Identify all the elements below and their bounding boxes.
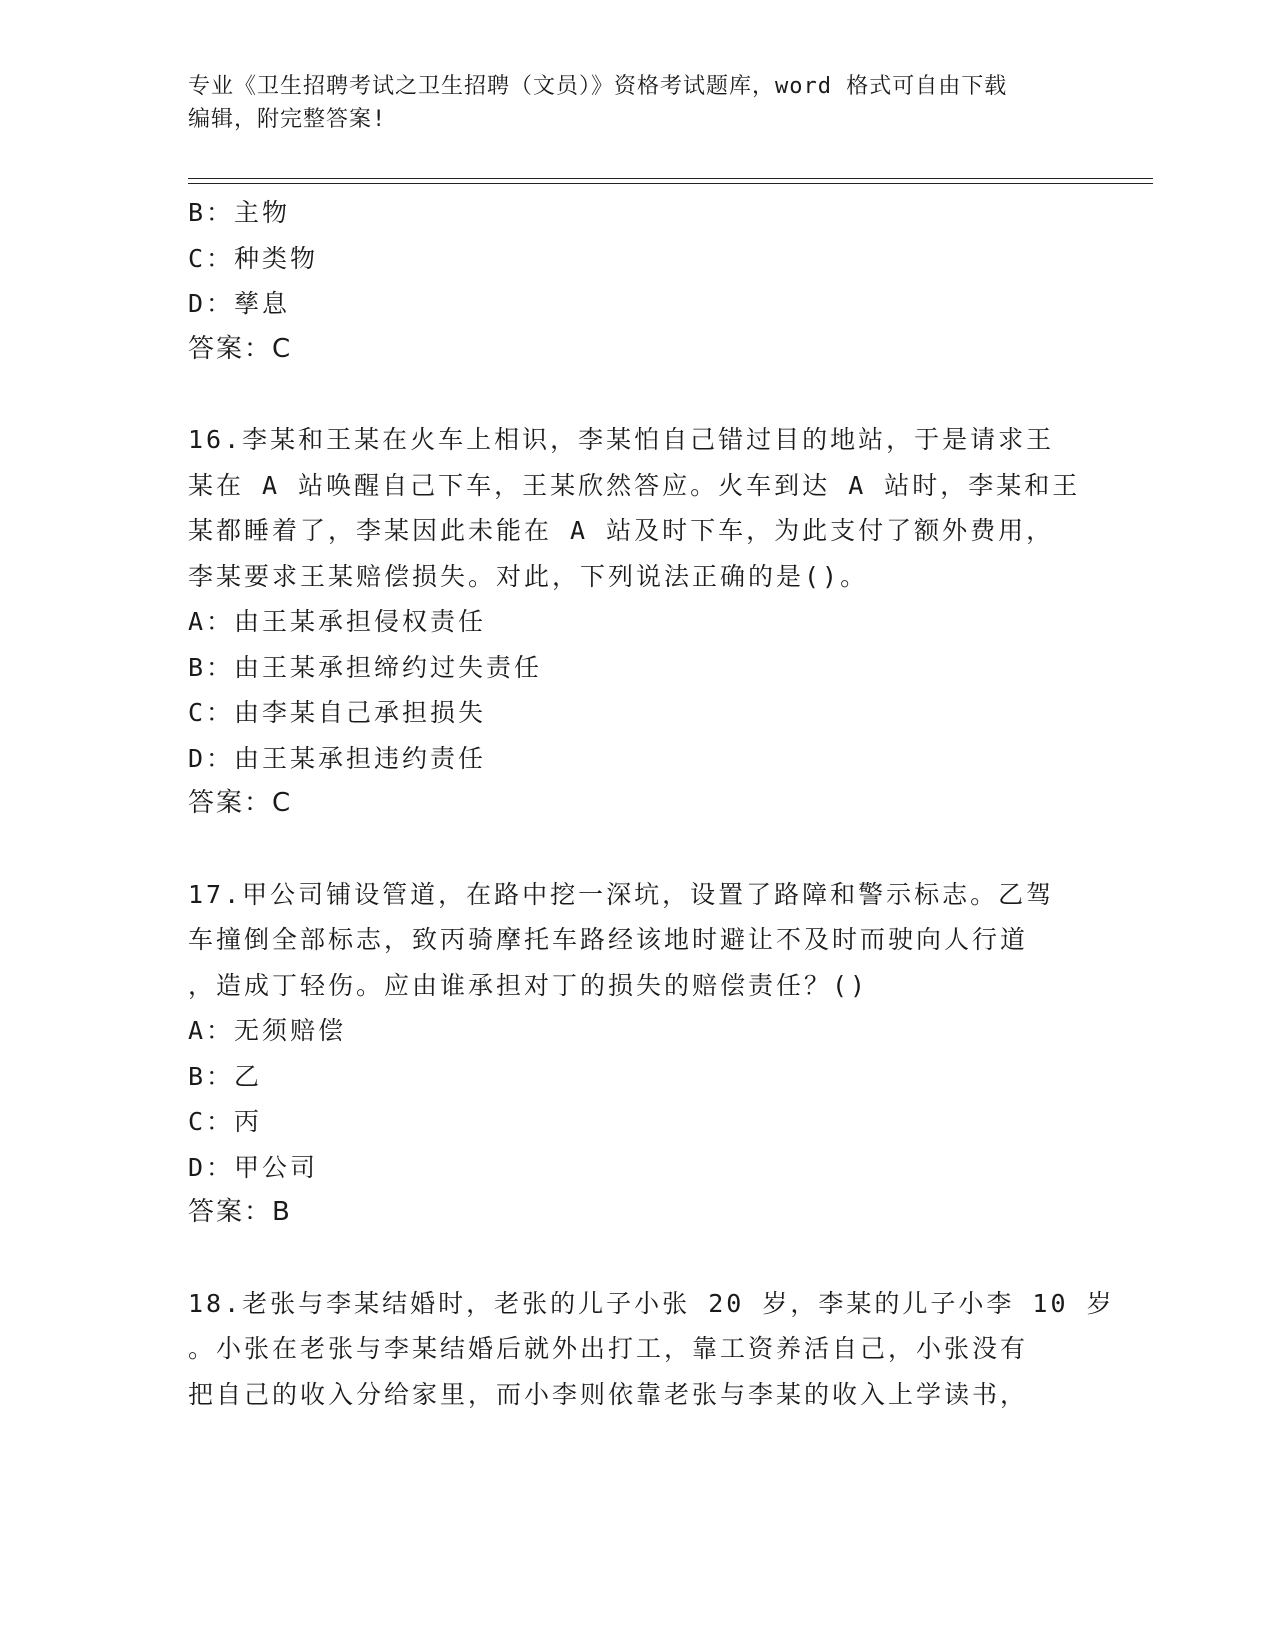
question-spacer: [188, 372, 1088, 417]
page-header: [188, 70, 1088, 136]
header-divider-second: [188, 183, 1153, 184]
question-16-option-c: C：由李某自己承担损失: [188, 698, 487, 727]
option-c: C：种类物: [188, 243, 319, 273]
question-16-option-b: B：由王某承担缔约过失责任: [188, 652, 543, 682]
question-16-stem-line-2: 某在 A 站唤醒自己下车，王某欣然答应。火车到达 A 站时，李某和王: [188, 470, 1081, 500]
header-line-2: 编辑，附完整答案!: [188, 107, 387, 132]
header-line-1: 专业《卫生招聘考试之卫生招聘（文员）》资格考试题库，word 格式可自由下载: [188, 74, 1008, 99]
question-18-stem-line-1: 18.老张与李某结婚时，老张的儿子小张 20 岁，李某的儿子小李 10 岁: [188, 1288, 1115, 1318]
question-16-option-d: D：由王某承担违约责任: [188, 743, 487, 773]
question-16-answer: 答案：C: [188, 788, 293, 818]
question-17-stem-line-2: 车撞倒全部标志，致丙骑摩托车路经该地时避让不及时而驶向人行道: [188, 925, 1029, 954]
question-18: [188, 1281, 1115, 1418]
question-17-option-c: C：丙: [188, 1107, 263, 1136]
option-d: D：孳息: [188, 289, 291, 318]
question-18-stem-line-2: 。小张在老张与李某结婚后就外出打工，靠工资养活自己，小张没有: [188, 1334, 1029, 1363]
question-16-stem-line-3: 某都睡着了，李某因此未能在 A 站及时下车，为此支付了额外费用，: [188, 516, 1055, 545]
question-16-option-a: A：由王某承担侵权责任: [188, 607, 487, 636]
question-17-stem-line-1: 17.甲公司铺设管道，在路中挖一深坑，设置了路障和警示标志。乙驾: [188, 879, 1055, 909]
question-spacer: [188, 1236, 1088, 1281]
prev-question: [188, 190, 1088, 372]
question-16-stem-line-1: 16.李某和王某在火车上相识，李某怕自己错过目的地站，于是请求王: [188, 425, 1055, 454]
question-16: [188, 417, 1088, 827]
question-17-option-b: B：乙: [188, 1061, 263, 1091]
question-18-stem-line-3: 把自己的收入分给家里，而小李则依靠老张与李某的收入上学读书，: [188, 1379, 1029, 1409]
question-17: [188, 872, 1088, 1236]
question-17-stem-line-3: ，造成丁轻伤。应由谁承担对丁的损失的赔偿责任？(): [188, 970, 869, 1000]
question-16-stem-line-4: 李某要求王某赔偿损失。对此，下列说法正确的是()。: [188, 561, 869, 591]
answer-line: 答案：C: [188, 333, 293, 364]
question-17-option-a: A：无须赔偿: [188, 1016, 347, 1045]
question-17-option-d: D：甲公司: [188, 1152, 319, 1182]
option-b: B：主物: [188, 198, 291, 227]
question-spacer: [188, 827, 1088, 872]
question-17-answer: 答案：B: [188, 1197, 292, 1227]
question-content: [188, 190, 1115, 1417]
header-divider: [188, 178, 1153, 179]
